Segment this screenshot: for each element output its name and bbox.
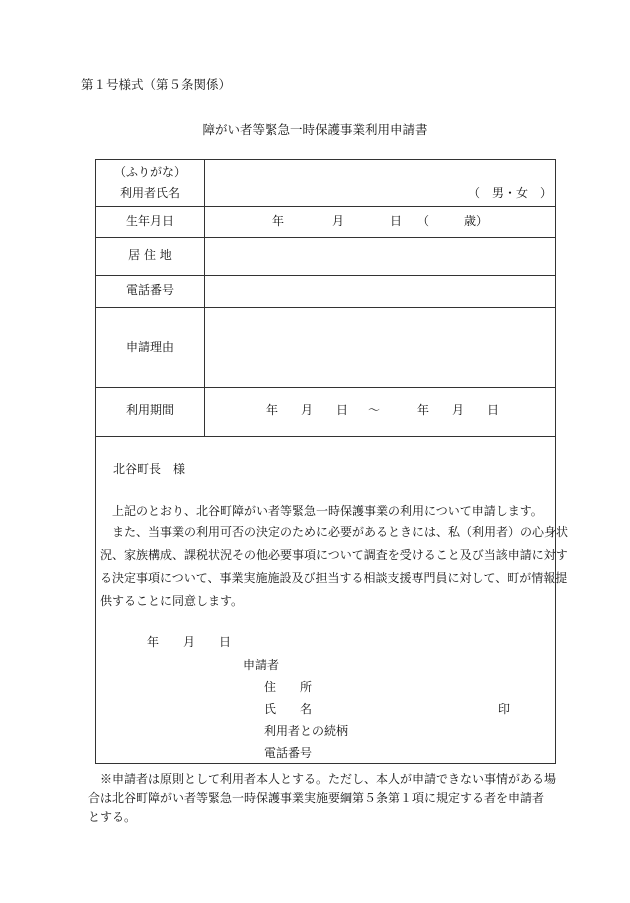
declaration-line-5: 供することに同意します。 [100, 594, 244, 608]
period-end-year: 年 [417, 403, 430, 417]
document-title: 障がい者等緊急一時保護事業利用申請書 [202, 122, 428, 137]
applicant-address-label: 住 所 [264, 680, 313, 694]
residence-label: 居 住 地 [128, 248, 172, 262]
declaration-line-4: る決定事項について、事業実施施設及び担当する相談支援専門員に対して、町が情報提 [100, 571, 568, 585]
footnote-line-2: 合は北谷町障がい者等緊急一時保護事業実施要綱第５条第１項に規定する者を申請者 [88, 791, 545, 805]
period-start-month: 月 [301, 403, 314, 417]
date-day: 日 [219, 635, 232, 649]
period-start-year: 年 [266, 403, 279, 417]
furigana-label: （ふりがな） [113, 165, 186, 179]
user-name-label: 利用者氏名 [119, 186, 180, 200]
period-tilde: ～ [368, 403, 381, 417]
period-end-month: 月 [452, 403, 465, 417]
date-month: 月 [183, 635, 196, 649]
seal-mark: 印 [498, 702, 511, 716]
column-divider [204, 160, 205, 436]
usage-period-label: 利用期間 [125, 403, 174, 417]
period-start-day: 日 [336, 403, 349, 417]
row-divider [96, 206, 555, 207]
declaration-line-3: 況、家族構成、課税状況その他必要事項について調査を受けること及び当該申請に対す [100, 548, 568, 562]
dob-year: 年 [272, 214, 285, 228]
applicant-name-label: 氏 名 [264, 702, 313, 716]
dob-day: 日 [390, 214, 403, 228]
gender-selector[interactable]: （ 男・女 ） [468, 186, 553, 200]
age-field: 歳） [464, 214, 489, 228]
row-divider [96, 387, 555, 388]
dob-label: 生年月日 [125, 214, 174, 228]
footnote-line-3: とする。 [88, 810, 137, 824]
addressee: 北谷町長 様 [113, 462, 186, 476]
phone-label: 電話番号 [125, 283, 174, 297]
row-divider [96, 307, 555, 308]
declaration-line-1: 上記のとおり、北谷町障がい者等緊急一時保護事業の利用について申請します。 [100, 504, 543, 518]
row-divider [96, 237, 555, 238]
date-year: 年 [147, 635, 160, 649]
declaration-line-2: また、当事業の利用可否の決定のために必要があるときには、私（利用者）の心身状 [100, 525, 569, 539]
period-end-day: 日 [487, 403, 500, 417]
form-number: 第１号様式（第５条関係） [81, 77, 232, 92]
reason-label: 申請理由 [125, 340, 174, 354]
applicant-label: 申請者 [243, 658, 280, 672]
age-open-paren: （ [417, 214, 430, 228]
applicant-phone-label: 電話番号 [264, 746, 313, 760]
footnote-line-1: ※申請者は原則として利用者本人とする。ただし、本人が申請できない事情がある場 [100, 772, 557, 786]
row-divider [96, 436, 555, 437]
dob-month: 月 [332, 214, 345, 228]
relation-label: 利用者との続柄 [264, 724, 349, 738]
row-divider [96, 275, 555, 276]
